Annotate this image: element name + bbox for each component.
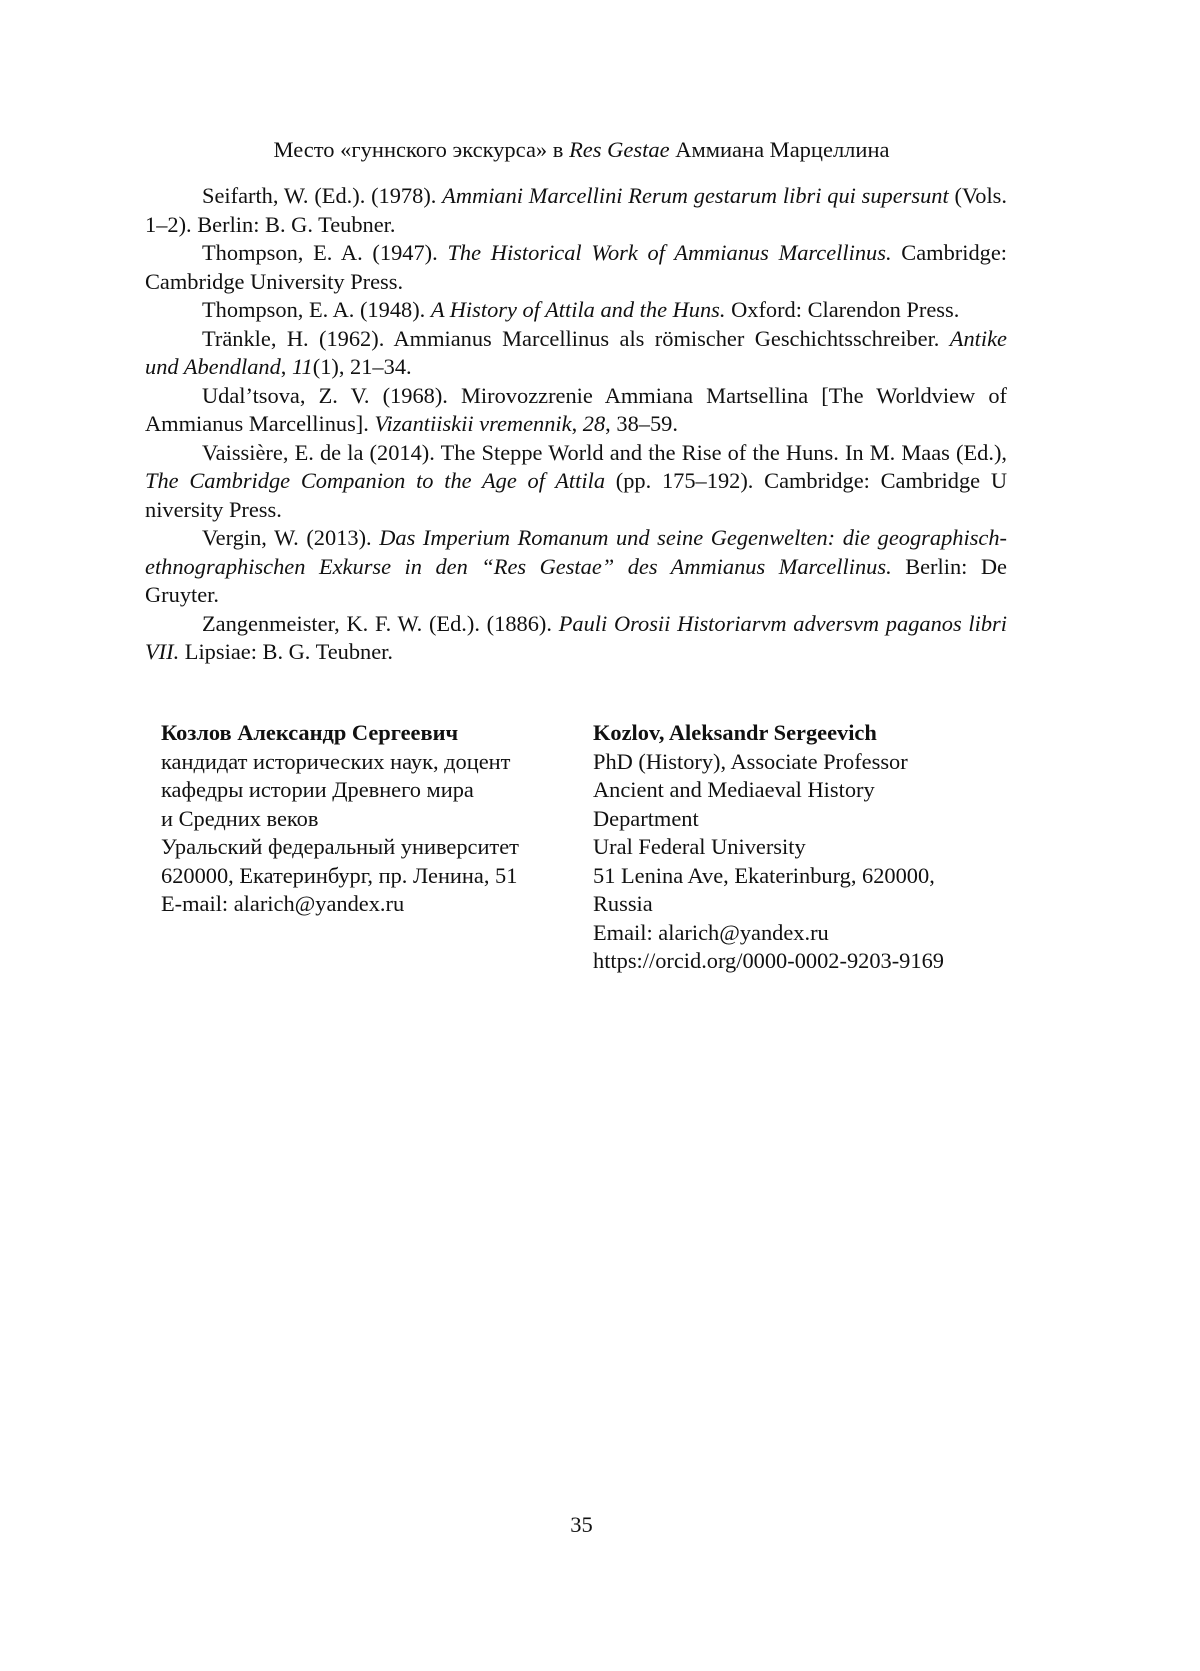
reference-italic: Ammiani Marcellini Rerum gestarum libri qui supersunt (442, 183, 949, 208)
reference-entry (145, 182, 1007, 239)
author-orcid-line: https://orcid.org/0000-0002-9203-9169 (593, 948, 944, 973)
reference-italic: Antike und Abendland (145, 325, 1007, 379)
author-info-russian (161, 719, 581, 919)
reference-text: Thompson, E. A. (1948). (202, 297, 431, 322)
reference-list (145, 182, 1007, 667)
author-address-line: 620000, Екатеринбург, пр. Ленина, 51 (161, 862, 518, 888)
reference-text: Cambridge: Cambridge University Press. (145, 240, 1008, 294)
reference-text: , (571, 411, 583, 436)
reference-text: Zangenmeister, K. F. W. (Ed.). (1886). (202, 610, 559, 636)
reference-entry (145, 439, 1007, 525)
reference-text: Vaissière, E. de la (2014). The Steppe World and the Rise of the Huns. In M. Maas (Ed.), (202, 439, 1007, 465)
reference-entry (145, 382, 1007, 439)
reference-italic: Das Imperium Romanum und seine Gegenwelten: die geographisch-ethnographischen Exkurse in den “Res Gestae” des Ammianus Marcellinus. (145, 525, 1007, 579)
reference-text: Tränkle, H. (1962). Ammianus Marcellinus als römischer Geschichtsschreiber. (202, 325, 950, 351)
reference-italic: Pauli Orosii Historiarvm adversvm paganos libri VII. (145, 610, 1007, 664)
reference-text: (pp. 175–192). Cambridge: Cambridge U niversity Press. (145, 468, 1008, 522)
reference-text: Udal’tsova, Z. V. (1968). Mirovozzrenie Ammiana Martsellina [The Worldview of Ammianus Marcellinus]. (145, 382, 1007, 436)
reference-italic: The Cambridge Companion to the Age of Attila (145, 468, 606, 493)
author-affiliation-line: PhD (History), Associate Professor (593, 748, 908, 774)
reference-entry (145, 325, 1007, 382)
author-affiliation-line: и Средних веков (161, 805, 319, 831)
reference-text: , 38–59. (605, 411, 678, 436)
reference-text: Berlin: De Gruyter. (145, 553, 1007, 607)
reference-text: (Vols. 1–2). Berlin: B. G. Teubner. (145, 183, 1007, 237)
author-address-line: Russia (593, 891, 653, 916)
reference-entry (145, 610, 1007, 667)
reference-text: , (280, 354, 292, 379)
page-number: 35 (570, 1512, 593, 1537)
author-address-line: 51 Lenina Ave, Ekaterinburg, 620000, (593, 862, 935, 888)
reference-italic: A History of Attila and the Huns. (430, 297, 726, 322)
author-affiliation-line: Department (593, 805, 699, 831)
author-affiliation-line: Уральский федеральный университет (161, 834, 519, 859)
running-header-text: Место «гуннского экскурса» в (273, 137, 570, 162)
reference-text: (1), 21–34. (312, 354, 412, 379)
reference-entry (145, 239, 1007, 296)
reference-italic: The Historical Work of Ammianus Marcellinus. (447, 240, 892, 265)
author-affiliation-line: Ural Federal University (593, 834, 806, 859)
reference-text: Seifarth, W. (Ed.). (1978). (202, 183, 443, 208)
reference-italic: 11 (292, 354, 313, 379)
running-header-italic: Res Gestae (569, 137, 670, 162)
reference-text: Oxford: Clarendon Press. (725, 297, 960, 322)
reference-text: Thompson, E. A. (1947). (202, 240, 448, 265)
author-email-line: Email: alarich@yandex.ru (593, 919, 829, 945)
reference-text: Vergin, W. (2013). (202, 525, 380, 550)
author-affiliation-line: кандидат исторических наук, доцент (161, 748, 511, 774)
reference-italic: Vizantiiskii vremennik (374, 411, 572, 436)
author-affiliation-line: кафедры истории Древнего мира (161, 777, 474, 802)
author-name-russian: Козлов Александр Сергеевич (161, 720, 459, 745)
author-affiliation-line: Ancient and Mediaeval History (593, 777, 875, 802)
reference-entry (145, 524, 1007, 610)
author-name-english: Kozlov, Aleksandr Sergeevich (593, 720, 877, 745)
author-email-line: E-mail: alarich@yandex.ru (161, 891, 405, 916)
running-header (0, 136, 1163, 164)
reference-italic: 28 (582, 411, 606, 436)
author-info-english (593, 719, 1023, 976)
reference-entry (145, 296, 1007, 325)
reference-text: Lipsiae: B. G. Teubner. (179, 639, 393, 664)
running-header-text-end: Аммиана Марцеллина (669, 137, 890, 162)
